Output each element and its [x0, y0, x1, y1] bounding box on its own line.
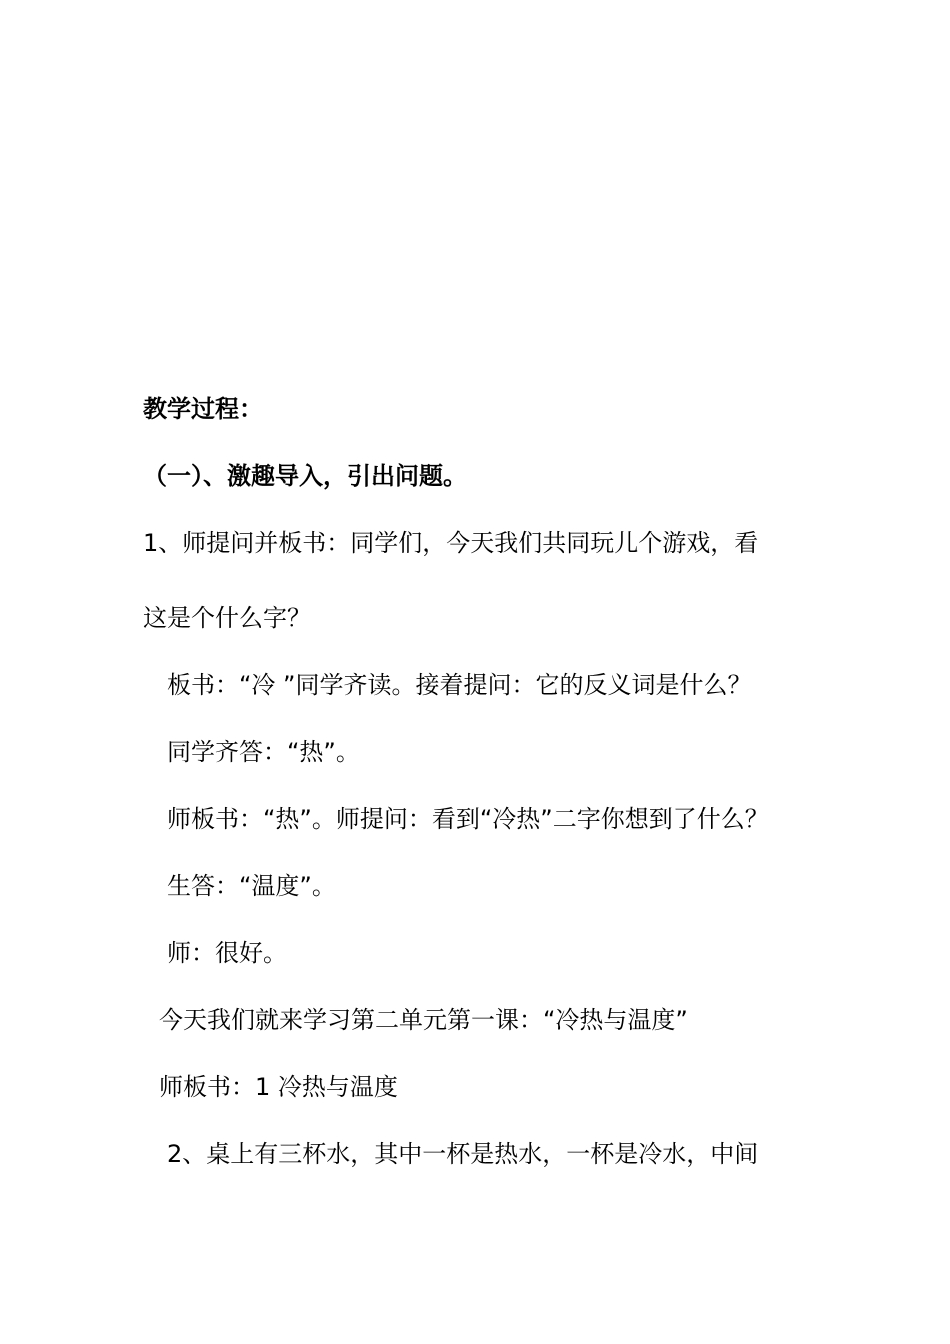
paragraph-line: 生答：“温度”。: [167, 872, 336, 900]
paragraph-line: 2、桌上有三杯水，其中一杯是热水，一杯是冷水，中间: [167, 1140, 759, 1168]
paragraph-line: 同学齐答：“热”。: [167, 738, 360, 766]
paragraph-line: 师：很好。: [167, 939, 287, 967]
paragraph-line: 师板书：1 冷热与温度: [159, 1073, 398, 1101]
section-heading: 教学过程：: [143, 395, 263, 423]
paragraph-line: 这是个什么字？: [143, 604, 311, 632]
section-title: （一）、激趣导入，引出问题。: [143, 462, 467, 490]
paragraph-line: 师板书：“热”。师提问：看到“冷热”二字你想到了什么？: [167, 805, 769, 833]
paragraph-line: 1、师提问并板书：同学们，今天我们共同玩儿个游戏，看: [143, 529, 759, 557]
paragraph-line: 今天我们就来学习第二单元第一课：“冷热与温度”: [159, 1006, 688, 1034]
paragraph-line: 板书：“冷 ”同学齐读。接着提问：它的反义词是什么？: [167, 671, 752, 699]
